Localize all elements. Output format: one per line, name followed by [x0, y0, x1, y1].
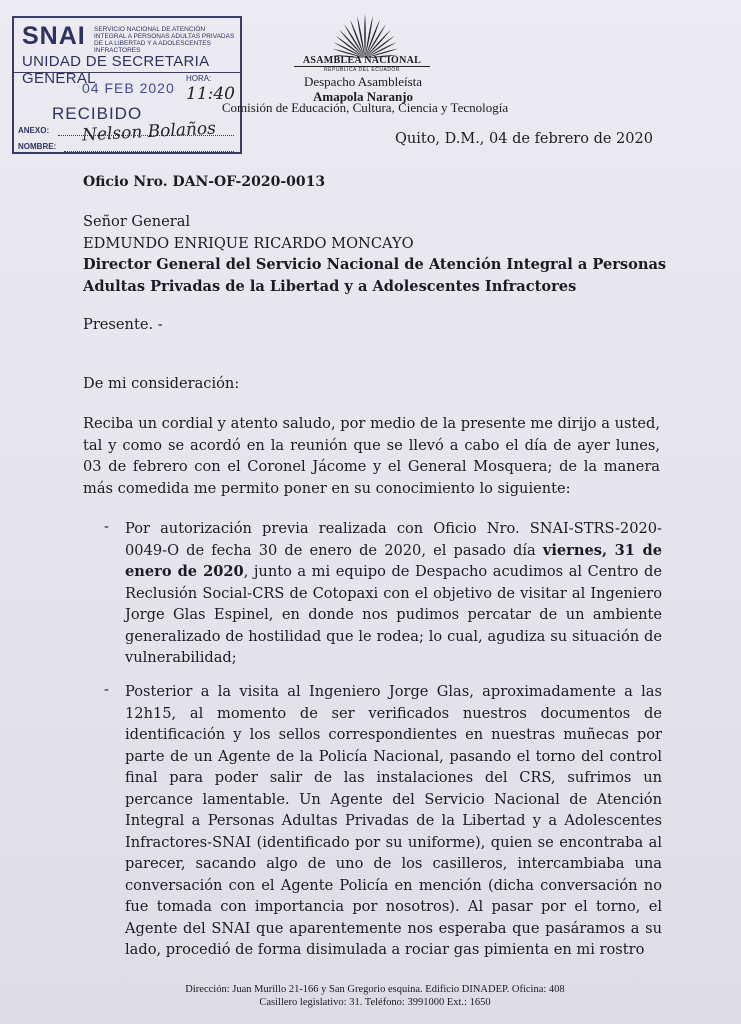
stamp-divider [14, 72, 240, 73]
logo-title: ASAMBLEA NACIONAL [294, 55, 430, 67]
recipient-position-2: Adultas Privadas de la Libertad y a Adolescentes Infractores [83, 277, 577, 295]
greeting: Presente. - [83, 316, 163, 333]
logo-leaf [364, 14, 366, 58]
reception-stamp [12, 16, 242, 154]
header-name: Amapola Naranjo [312, 89, 414, 104]
recipient-block [83, 211, 683, 297]
stamp-nombre-line [64, 151, 234, 152]
stamp-anexo-label: ANEXO: [18, 126, 50, 135]
item-text-pre: Por autorización previa realizada con Oficio Nro. SNAI-STRS-2020-0049-O de fecha 30 de enero de 2020, el pasado día [125, 520, 662, 559]
stamp-unit: UNIDAD DE SECRETARIA GENERAL [22, 53, 209, 87]
bullet-marker: - [104, 681, 109, 698]
footer-contact: Casillero legislativo: 31. Teléfono: 3991000 Ext.: 1650 [259, 997, 491, 1008]
stamp-hora-value: 11:40 [186, 84, 235, 104]
recipient-name: EDMUNDO ENRIQUE RICARDO MONCAYO [83, 234, 414, 252]
bullet-marker: - [104, 518, 109, 535]
recipient-title: Señor General [83, 213, 191, 230]
stamp-brand: SNAI [22, 22, 86, 50]
stamp-hora-label: HORA: [186, 74, 212, 83]
footer-address: Dirección: Juan Murillo 21-166 y San Gregorio esquina. Edificio DINADEP. Oficina: 408 [185, 984, 565, 995]
reference-number: Oficio Nro. DAN-OF-2020-0013 [83, 174, 326, 190]
intro-paragraph: Reciba un cordial y atento saludo, por medio de la presente me dirijo a usted, tal y como se acordó en la reunión que se llevó a cabo el día de ayer lunes, 03 de febrero con el Coronel Jácome y el General Mosquera; de la manera más comedida me permito poner en su conocimiento lo siguiente: [83, 415, 660, 497]
stamp-received: RECIBIDO [52, 104, 143, 123]
list-item [125, 518, 662, 669]
header-commission: Comisión de Educación, Cultura, Ciencia y Tecnología [221, 100, 509, 115]
stamp-signature: Nelson Bolaños [81, 118, 217, 146]
stamp-date: 04 FEB 2020 [82, 80, 175, 96]
stamp-nombre-label: NOMBRE: [18, 142, 57, 151]
header-office: Despacho Asambleísta [303, 74, 423, 89]
logo-subtitle: REPÚBLICA DEL ECUADOR [324, 67, 400, 73]
recipient-position-1: Director General del Servicio Nacional de Atención Integral a Personas [83, 256, 667, 273]
stamp-brand-subtitle: SERVICIO NACIONAL DE ATENCIÓN INTEGRAL A PERSONAS ADULTAS PRIVADAS DE LA LIBERTAD Y A ADOLESCENTES INFRACTORES [94, 26, 235, 54]
item-text-post: , junto a mi equipo de Despacho acudimos al Centro de Reclusión Social-CRS de Cotopaxi con el objetivo de visitar al Ingeniero Jorge Glas Espinel, en donde nos pudimos percatar de un ambiente generalizado de hostilidad que le rodea; lo cual, agudiza su situación de vulnerabilidad; [125, 563, 662, 666]
item-text-bold: viernes, 31 de enero de 2020 [125, 541, 663, 580]
letter-date: Quito, D.M., 04 de febrero de 2020 [395, 131, 653, 147]
salutation: De mi consideración: [83, 375, 240, 392]
list-item: Posterior a la visita al Ingeniero Jorge Glas, aproximadamente a las 12h15, al momento de ser verificados nuestros documentos de identificación y los sellos correspondientes en nuestras muñecas por parte de un Agente de la Policía Nacional, pasando el torno del control final para poder salir de las instalaciones del CRS, sufrimos un percance lamentable. Un Agente del Servicio Nacional de Atención Integral a Personas Adultas Privadas de la Libertad y a Adolescentes Infractores-SNAI (identificado por su uniforme), quien se encontraba al parecer, sacando algo de uno de los casilleros, intercambiaba una conversación con el Agente Policía en mención (dicha conversación no fue tomada con importancia por nosotros). Al pasar por el torno, el Agente del SNAI que aparentemente nos esperaba que pasáramos a su lado, procedió de forma disimulada a rociar gas pimienta en mi rostro [125, 683, 662, 958]
assembly-logo-icon [290, 6, 440, 60]
